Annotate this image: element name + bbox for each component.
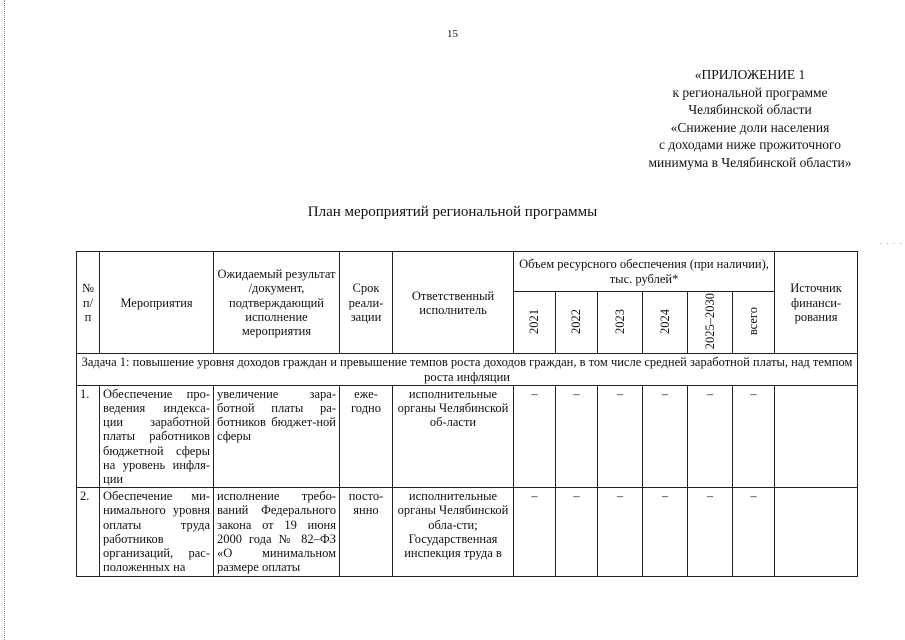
header-executor: Ответственный исполнитель	[393, 252, 514, 354]
year-label: 2023	[612, 308, 627, 334]
appendix-heading	[600, 66, 900, 171]
header-year	[514, 292, 556, 354]
year-label: всего	[746, 307, 761, 336]
header-total	[733, 292, 775, 354]
row-value: –	[514, 488, 556, 576]
appendix-line: минимума в Челябинской области»	[648, 154, 852, 170]
year-label: 2024	[657, 308, 672, 334]
table-row	[77, 385, 858, 487]
row-term: еже-годно	[340, 385, 393, 487]
row-executor: исполнительные органы Челябинской об-ласти	[393, 385, 514, 487]
appendix-line: «Снижение доли населения	[670, 119, 830, 135]
header-result: Ожидаемый результат /документ, подтверждающий исполнение мероприятия	[214, 252, 340, 354]
row-term: посто-янно	[340, 488, 393, 576]
year-label: 2022	[569, 308, 584, 334]
year-label: 2021	[527, 308, 542, 334]
row-value: –	[598, 488, 643, 576]
row-value: –	[643, 385, 688, 487]
row-num: 1.	[77, 385, 100, 487]
row-value: –	[688, 488, 733, 576]
appendix-line: с доходами ниже прожиточного	[659, 137, 841, 152]
page-number: 15	[447, 28, 458, 40]
task-row: Задача 1: повышение уровня доходов граждан и превышение темпов роста доходов граждан, в том числе средней заработной платы, над темпом роста инфляции	[77, 354, 858, 385]
document-title: План мероприятий региональной программы	[307, 204, 598, 220]
scan-artifact: . . . .	[880, 236, 903, 246]
row-num: 2.	[77, 488, 100, 576]
row-value: –	[733, 385, 775, 487]
header-num: № п/п	[77, 252, 100, 354]
table-row	[77, 488, 858, 576]
row-measure: Обеспечение ми-нимального уровня оплаты труда работников организаций, рас-положенных на	[100, 488, 214, 576]
row-value: –	[556, 488, 598, 576]
row-source	[775, 488, 858, 576]
row-measure: Обеспечение про-ведения индекса-ции заработной платы работников бюджетной сферы на уровень инфля-ции	[100, 385, 214, 487]
header-year	[598, 292, 643, 354]
row-value: –	[733, 488, 775, 576]
header-source: Источник финанси-рования	[775, 252, 858, 354]
row-value: –	[643, 488, 688, 576]
row-value: –	[688, 385, 733, 487]
plan-table	[76, 251, 858, 577]
row-result: исполнение требо-ваний Федерального закона от 19 июня 2000 года № 82–ФЗ «О минимальном размере оплаты	[214, 488, 340, 576]
header-measures: Мероприятия	[100, 252, 214, 354]
page-edge	[4, 0, 5, 640]
row-value: –	[598, 385, 643, 487]
row-result: увеличение зара-ботной платы ра-ботников бюджет-ной сферы	[214, 385, 340, 487]
year-label: 2025–2030	[702, 293, 717, 350]
row-source	[775, 385, 858, 487]
header-year	[688, 292, 733, 354]
header-funding-group: Объем ресурсного обеспечения (при наличии), тыс. рублей*	[514, 252, 775, 292]
header-term: Срок реали-зации	[340, 252, 393, 354]
header-year	[643, 292, 688, 354]
appendix-line: к региональной программе	[672, 84, 828, 100]
row-value: –	[556, 385, 598, 487]
row-value: –	[514, 385, 556, 487]
appendix-line: «ПРИЛОЖЕНИЕ 1	[694, 67, 806, 82]
row-executor: исполнительные органы Челябинской обла-сти; Государственная инспекция труда в	[393, 488, 514, 576]
header-year	[556, 292, 598, 354]
appendix-line: Челябинской области	[688, 102, 812, 117]
